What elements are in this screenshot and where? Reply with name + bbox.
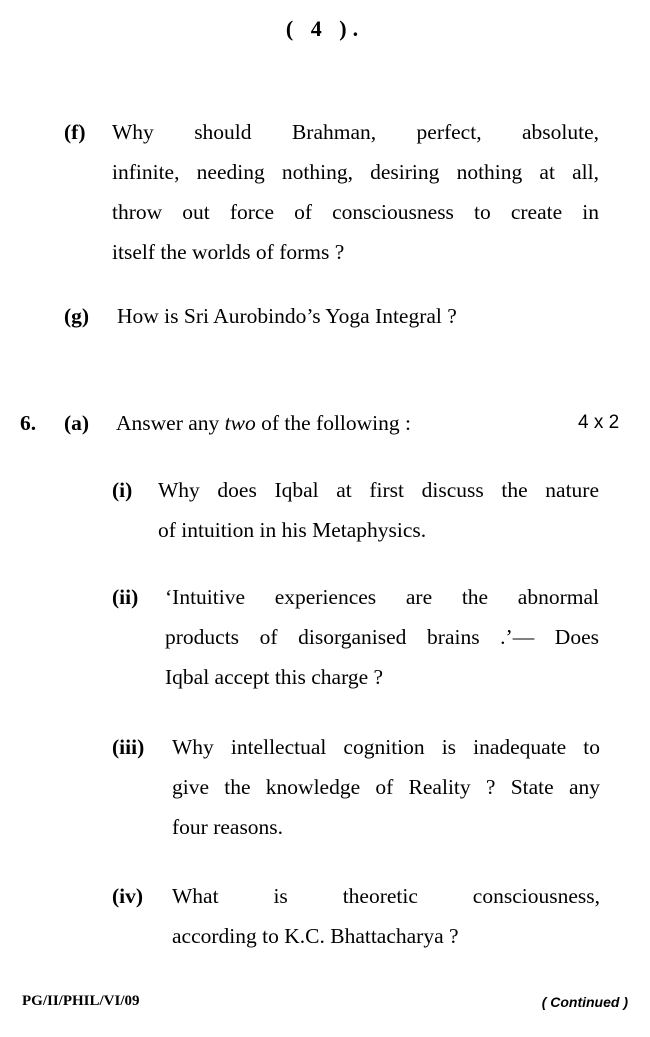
item-iii-label: (iii) [112,735,145,759]
question-6a-instruction: Answer any two of the following : [116,411,412,435]
question-5f-line-1: Why should Brahman, perfect, absolute, [112,120,599,144]
continued-note: ( Continued ) [541,994,628,1010]
item-iv-line-1: What is theoretic consciousness, [172,884,600,908]
item-i-line-1: Why does Iqbal at first discuss the nature [158,478,599,502]
item-ii-line-2: products of disorganised brains .’— Does [165,625,599,649]
question-6a-label: (a) [64,411,90,435]
question-5f-label: (f) [64,120,86,144]
question-5f-line-4: itself the worlds of forms ? [112,240,345,264]
item-ii-line-1: ‘Intuitive experiences are the abnormal [165,585,599,609]
item-ii-label: (ii) [112,585,139,609]
question-5f-line-3: throw out force of consciousness to create in [112,200,599,224]
question-6a-marks: 4 x 2 [578,412,620,433]
item-iii-line-1: Why intellectual cognition is inadequate to [172,735,600,759]
item-ii-line-3: Iqbal accept this charge ? [165,665,384,689]
item-iii-line-3: four reasons. [172,815,284,839]
question-5f-text [112,112,599,272]
page-number: ( 4 ). [285,16,365,41]
item-iv-label: (iv) [112,884,144,908]
item-i-label: (i) [112,478,133,502]
item-i-line-2: of intuition in his Metaphysics. [158,518,427,542]
instruction-emphasis: two [224,411,256,435]
item-iii-line-2: give the knowledge of Reality ? State any [172,775,600,799]
item-iii-text [172,727,600,847]
item-iv-text [172,876,600,956]
question-6-number: 6. [20,411,37,435]
question-5g-label: (g) [64,304,90,328]
question-5g-text: How is Sri Aurobindo’s Yoga Integral ? [117,304,457,328]
question-5f-line-2: infinite, needing nothing, desiring nothing at all, [112,160,599,184]
item-i-text [158,470,599,550]
item-ii-text [165,577,599,697]
item-iv-line-2: according to K.C. Bhattacharya ? [172,924,459,948]
paper-code: PG/II/PHIL/VI/09 [22,993,140,1009]
